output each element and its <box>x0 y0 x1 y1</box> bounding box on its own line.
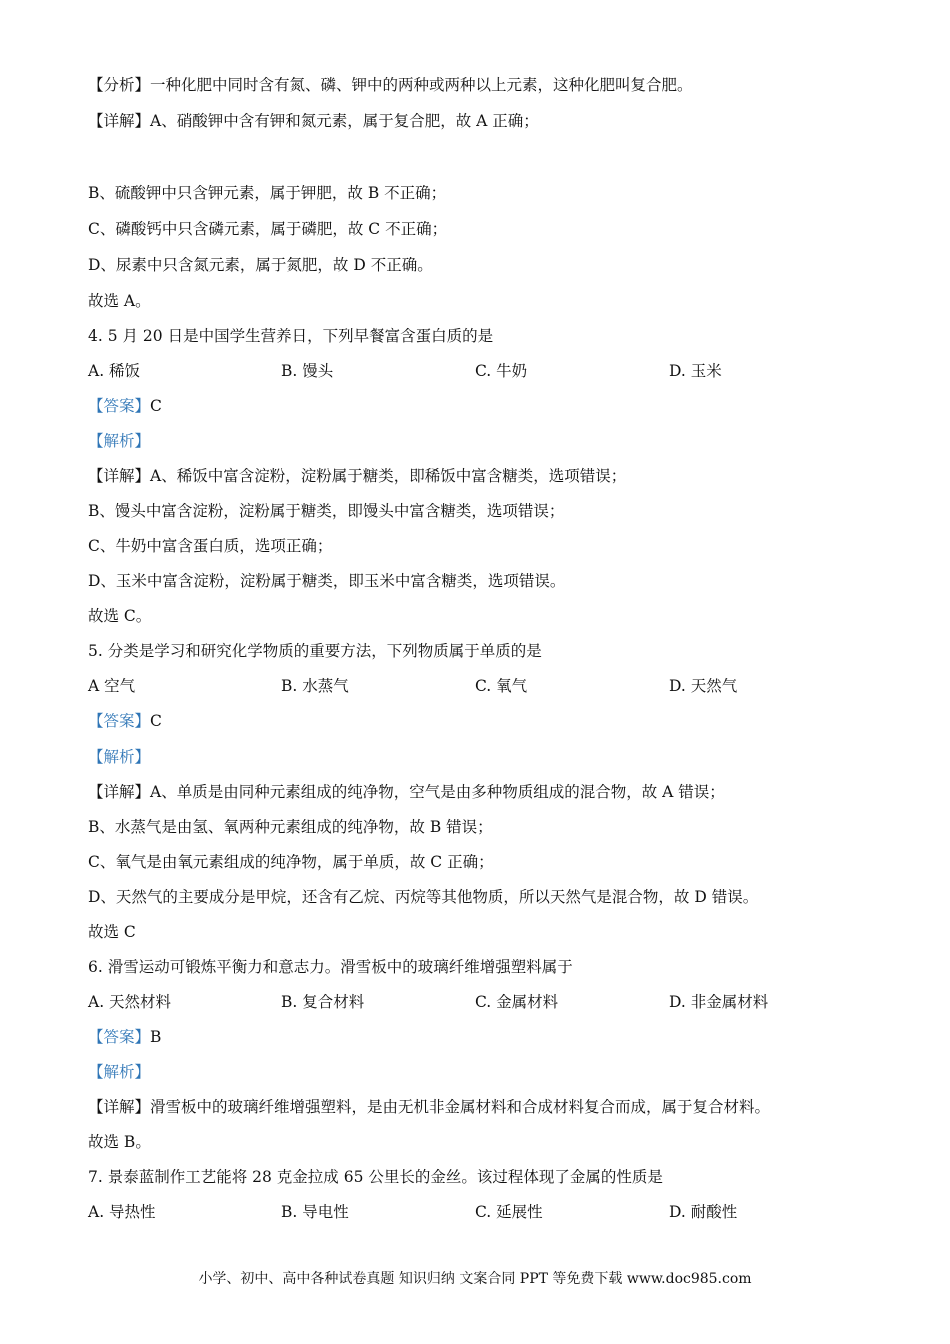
answer-value: C <box>150 712 162 730</box>
answer-value: B <box>150 1028 162 1046</box>
analysis-tag: 【解析】 <box>88 432 151 450</box>
q7-option-d: D. 耐酸性 <box>669 1203 738 1221</box>
question-7-stem: 7. 景泰蓝制作工艺能将 28 克金拉成 65 公里长的金丝。该过程体现了金属的性质是 <box>88 1168 663 1186</box>
question-6-stem: 6. 滑雪运动可锻炼平衡力和意志力。滑雪板中的玻璃纤维增强塑料属于 <box>88 958 573 976</box>
detail-line: D、尿素中只含氮元素，属于氮肥，故 D 不正确。 <box>88 256 433 274</box>
q4-conclusion: 故选 C。 <box>88 607 152 625</box>
q4-detail-line: C、牛奶中富含蛋白质，选项正确； <box>88 537 333 555</box>
answer-tag: 【答案】 <box>88 1028 151 1046</box>
conclusion-line: 故选 A。 <box>88 292 151 310</box>
q5-detail-line: D、天然气的主要成分是甲烷，还含有乙烷、丙烷等其他物质，所以天然气是混合物，故 D 错误。 <box>88 888 759 906</box>
q5-detail-line: 【详解】A、单质是由同种元素组成的纯净物，空气是由多种物质组成的混合物，故 A 错误； <box>88 783 725 801</box>
q4-detail-line: 【详解】A、稀饭中富含淀粉，淀粉属于糖类，即稀饭中富含糖类，选项错误； <box>88 467 627 485</box>
q7-option-a: A. 导热性 <box>88 1203 156 1221</box>
q5-option-b: B. 水蒸气 <box>281 677 349 695</box>
detail-line: B、硫酸钾中只含钾元素，属于钾肥，故 B 不正确； <box>88 184 447 202</box>
q4-option-c: C. 牛奶 <box>475 362 528 380</box>
question-4-stem: 4. 5 月 20 日是中国学生营养日，下列早餐富含蛋白质的是 <box>88 327 494 345</box>
q5-analysis-tag <box>88 746 150 768</box>
q4-detail-line: B、馒头中富含淀粉，淀粉属于糖类，即馒头中富含糖类，选项错误； <box>88 502 565 520</box>
answer-tag: 【答案】 <box>88 397 151 415</box>
q5-option-a: A 空气 <box>88 677 136 695</box>
q7-option-c: C. 延展性 <box>475 1203 543 1221</box>
q5-conclusion: 故选 C <box>88 923 136 941</box>
analysis-tag: 【解析】 <box>88 748 151 766</box>
q5-detail-line: B、水蒸气是由氢、氧两种元素组成的纯净物，故 B 错误； <box>88 818 493 836</box>
q7-option-b: B. 导电性 <box>281 1203 349 1221</box>
answer-value: C <box>150 397 162 415</box>
q4-analysis-tag <box>88 430 150 452</box>
q5-option-c: C. 氧气 <box>475 677 528 695</box>
q4-option-d: D. 玉米 <box>669 362 722 380</box>
q4-detail-line: D、玉米中富含淀粉，淀粉属于糖类，即玉米中富含糖类，选项错误。 <box>88 572 566 590</box>
q6-option-d: D. 非金属材料 <box>669 993 769 1011</box>
q6-analysis-tag <box>88 1061 150 1083</box>
q5-detail-line: C、氧气是由氧元素组成的纯净物，属于单质，故 C 正确； <box>88 853 494 871</box>
analysis-line: 【分析】一种化肥中同时含有氮、磷、钾中的两种或两种以上元素，这种化肥叫复合肥。 <box>88 76 693 94</box>
q5-option-d: D. 天然气 <box>669 677 738 695</box>
q4-answer <box>88 395 162 417</box>
q6-answer <box>88 1026 161 1048</box>
page-footer: 小学、初中、高中各种试卷真题 知识归纳 文案合同 PPT 等免费下载 www.doc985.com <box>198 1271 752 1287</box>
q4-option-b: B. 馒头 <box>281 362 334 380</box>
answer-tag: 【答案】 <box>88 712 151 730</box>
q6-conclusion: 故选 B。 <box>88 1133 151 1151</box>
q5-answer <box>88 710 162 732</box>
analysis-tag: 【解析】 <box>88 1063 151 1081</box>
detail-line: 【详解】A、硝酸钾中含有钾和氮元素，属于复合肥，故 A 正确； <box>88 112 539 130</box>
q6-option-a: A. 天然材料 <box>88 993 172 1011</box>
q4-option-a: A. 稀饭 <box>88 362 141 380</box>
question-5-stem: 5. 分类是学习和研究化学物质的重要方法，下列物质属于单质的是 <box>88 642 542 660</box>
q6-option-b: B. 复合材料 <box>281 993 365 1011</box>
q6-option-c: C. 金属材料 <box>475 993 559 1011</box>
q6-detail-line: 【详解】滑雪板中的玻璃纤维增强塑料，是由无机非金属材料和合成材料复合而成，属于复合材料。 <box>88 1098 771 1116</box>
detail-line: C、磷酸钙中只含磷元素，属于磷肥，故 C 不正确； <box>88 220 448 238</box>
